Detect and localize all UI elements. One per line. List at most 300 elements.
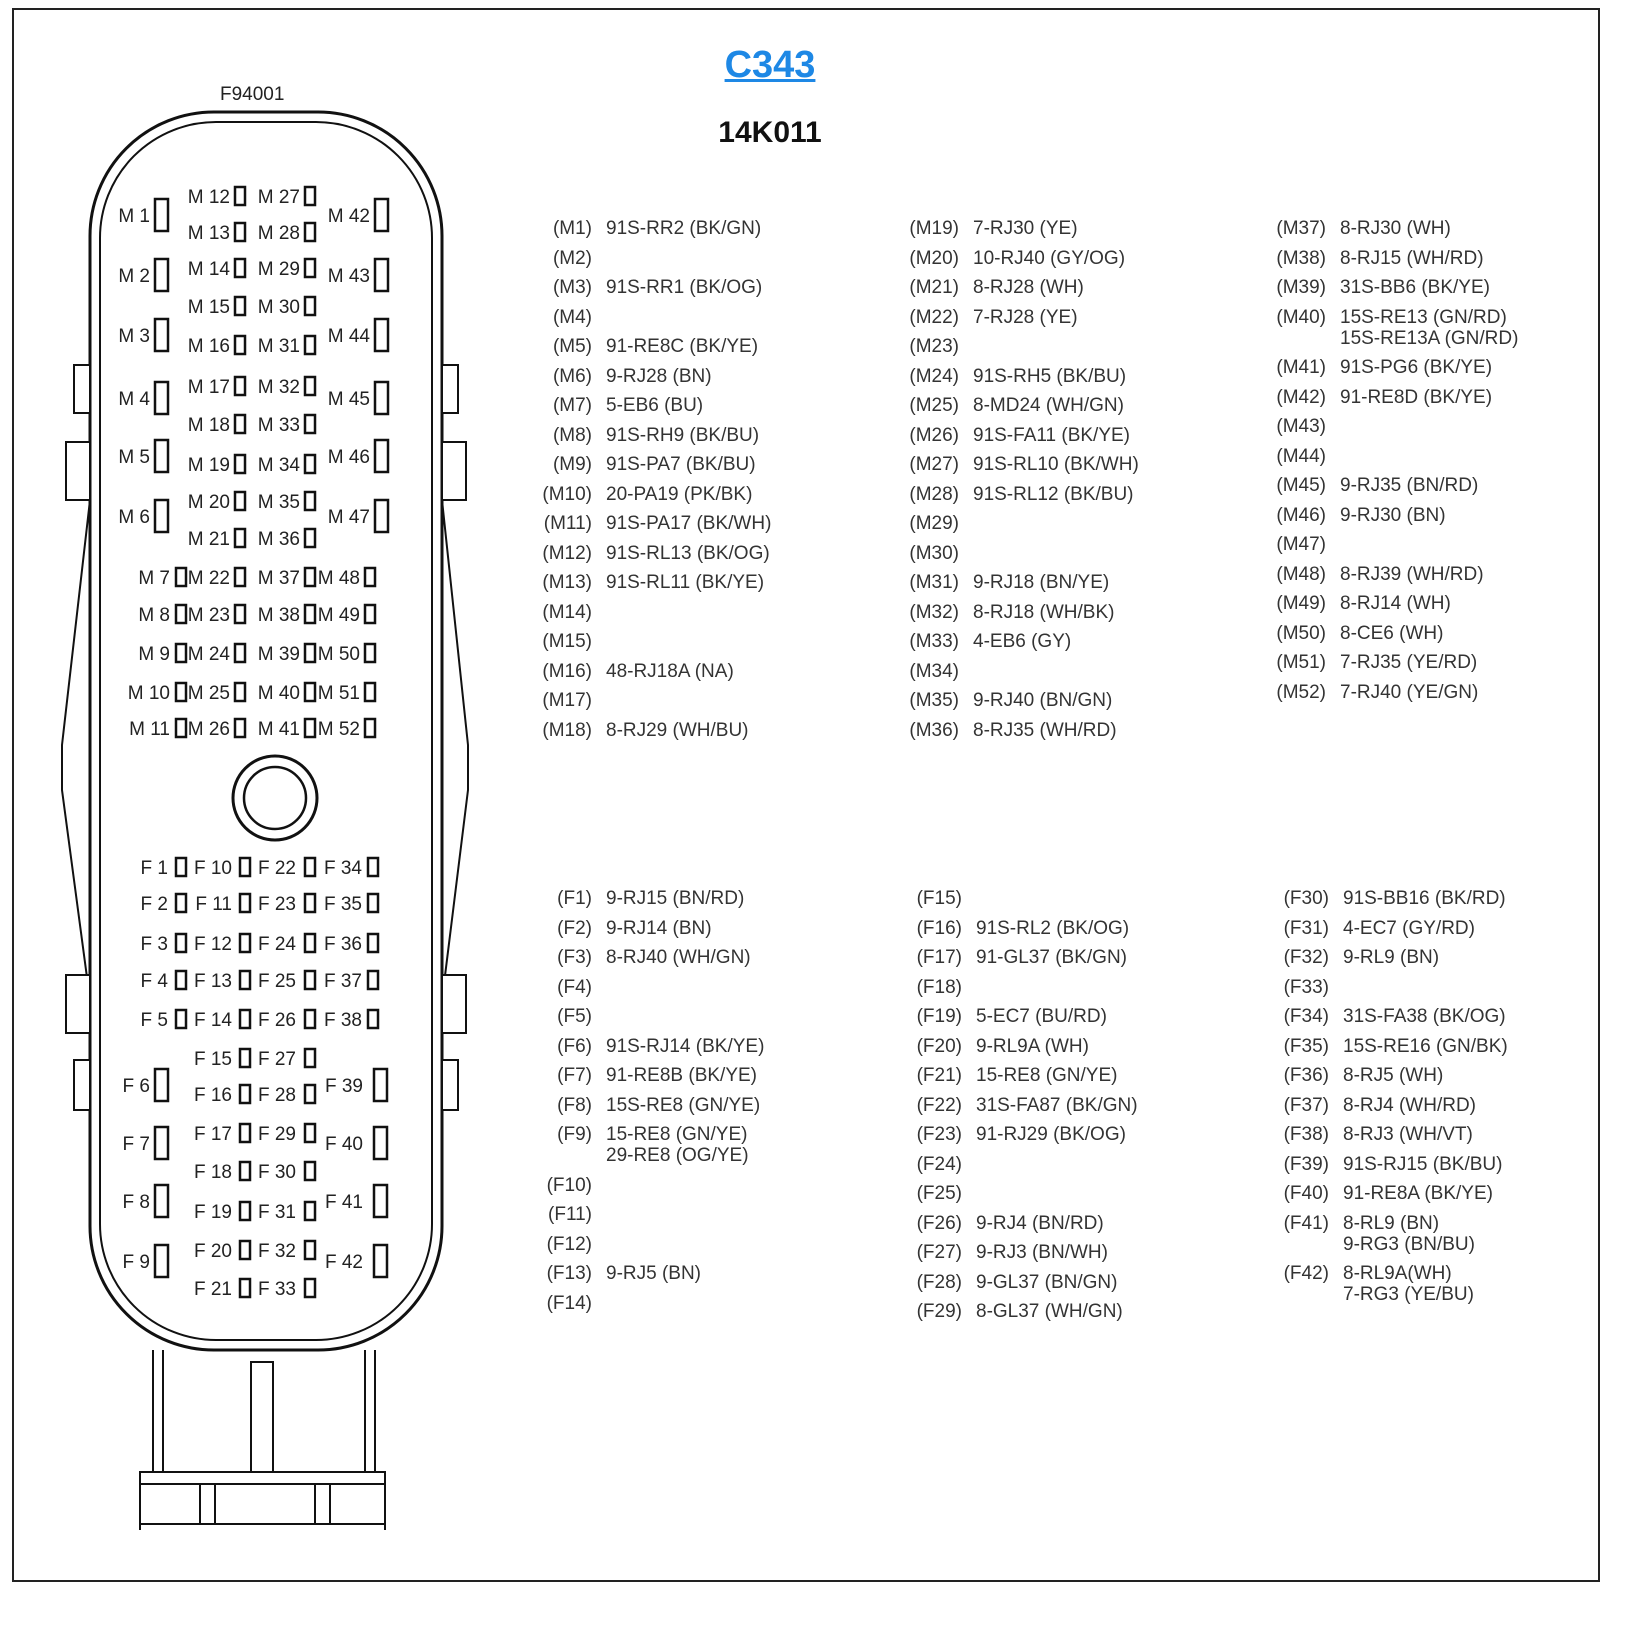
pin-row (1277, 1179, 1508, 1209)
pin-circuit (592, 914, 712, 944)
pin-id: (M20) (909, 247, 959, 269)
pin-label: M 6 (118, 507, 150, 528)
pin-id: (M43) (1276, 416, 1326, 437)
circuit-line: 8-RJ39 (WH/RD) (1340, 563, 1484, 585)
pin-label: F 9 (122, 1252, 150, 1273)
pin-id: (F24) (916, 1153, 962, 1175)
pin-row (1274, 214, 1518, 244)
pin-id: (M10) (542, 483, 592, 505)
circuit-line: 9-RJ30 (BN) (1340, 504, 1446, 526)
left-latch (66, 442, 90, 500)
pin-id: (M12) (542, 542, 592, 564)
circuit-line: 8-CE6 (WH) (1340, 622, 1444, 644)
pin-label: M 28 (257, 223, 300, 244)
pin-id: (M9) (552, 454, 592, 475)
pin-id: (M34) (909, 660, 959, 682)
pin-row (907, 362, 1139, 392)
pin-label: M 11 (129, 719, 170, 740)
pin-label: M 13 (187, 223, 230, 244)
pin-row (1274, 383, 1518, 413)
circuit-line: 8-RJ30 (WH) (1340, 218, 1451, 239)
pin-circuit (1326, 560, 1484, 590)
pin-circuit (592, 273, 762, 303)
pin-label: F 21 (193, 1279, 232, 1300)
pin-id: (M16) (542, 660, 592, 682)
pin-label: M 26 (187, 719, 230, 740)
circuit-line (976, 1150, 981, 1180)
pin-label: M 39 (257, 644, 300, 665)
pin-row (540, 1120, 764, 1171)
circuit-line: 91S-RJ14 (BK/YE) (606, 1035, 765, 1057)
pin-cavity (155, 500, 168, 532)
circuit-line: 91S-RR2 (BK/GN) (606, 218, 762, 239)
circuit-line: 8-RJ35 (WH/RD) (973, 719, 1117, 741)
pin-cavity (305, 683, 315, 701)
pin-circuit (592, 1171, 611, 1201)
pin-label: F 10 (193, 858, 232, 879)
circuit-line: 9-RJ5 (BN) (606, 1263, 702, 1284)
pin-row (1274, 678, 1518, 708)
right-latch (442, 1060, 458, 1110)
pin-cavity (305, 719, 315, 737)
pin-id: (F39) (1283, 1153, 1329, 1175)
pin-id: (M48) (1276, 563, 1326, 585)
pin-id: (F16) (916, 917, 962, 939)
pin-id: (M13) (542, 572, 592, 593)
pin-id: (F20) (916, 1035, 962, 1057)
pin-id: (F40) (1283, 1183, 1329, 1204)
circuit-line (1340, 442, 1345, 472)
pin-label: M 29 (257, 259, 300, 280)
pin-id: (F5) (557, 1006, 592, 1027)
pin-label: M 32 (257, 377, 300, 398)
circuit-line: 9-RJ28 (BN) (606, 365, 712, 387)
pin-label: M 19 (187, 455, 230, 476)
pin-list-f1-f14 (540, 884, 764, 1318)
pin-circuit (1326, 412, 1345, 442)
pin-label: F 41 (324, 1192, 363, 1213)
pin-circuit (962, 943, 1127, 973)
circuit-line (973, 657, 978, 687)
pin-row (540, 1032, 764, 1062)
pin-circuit (1329, 884, 1506, 914)
pin-id: (F11) (548, 1204, 592, 1225)
pin-row (907, 391, 1139, 421)
pin-cavity (176, 605, 186, 623)
pin-id: (F9) (557, 1124, 592, 1145)
circuit-line: 8-RJ18 (WH/BK) (973, 601, 1115, 623)
pin-id: (M22) (909, 306, 959, 328)
pin-cavity (155, 1185, 168, 1217)
pin-label: M 24 (187, 644, 230, 665)
pin-cavity (305, 971, 315, 989)
circuit-line: 8-RL9 (BN) (1343, 1212, 1440, 1234)
pin-label: F 24 (257, 934, 296, 955)
pin-cavity (176, 858, 186, 876)
pin-label: M 51 (317, 683, 360, 704)
pin-circuit (959, 480, 1134, 510)
pin-circuit (959, 598, 1114, 628)
pin-circuit (959, 509, 978, 539)
pin-row (1277, 1032, 1508, 1062)
circuit-line: 9-RJ4 (BN/RD) (976, 1212, 1104, 1234)
pin-row (1274, 303, 1518, 354)
pin-cavity (305, 377, 315, 395)
circuit-line: 8-RJ15 (WH/RD) (1340, 247, 1484, 269)
circuit-line: 9-RJ18 (BN/YE) (973, 572, 1110, 593)
pin-row (910, 1061, 1138, 1091)
circuit-line: 15-RE8 (GN/YE) (606, 1124, 748, 1145)
pin-label: F 26 (257, 1010, 296, 1031)
circuit-line: 91-RE8A (BK/YE) (1343, 1183, 1493, 1204)
pin-circuit (1326, 214, 1451, 244)
pin-label: F 36 (323, 934, 362, 955)
pin-label: F 17 (193, 1124, 232, 1145)
pin-row (907, 686, 1139, 716)
pin-label: M 15 (187, 297, 230, 318)
pin-circuit (592, 214, 761, 244)
pin-label: F 5 (140, 1010, 168, 1031)
pin-circuit (959, 450, 1139, 480)
pin-row (1274, 648, 1518, 678)
circuit-line (1340, 530, 1345, 560)
pin-cavity (305, 455, 315, 473)
circuit-line: 15S-RE16 (GN/BK) (1343, 1035, 1508, 1057)
circuit-line: 9-RL9 (BN) (1343, 947, 1440, 968)
pin-label: F 6 (122, 1076, 150, 1097)
pin-label: F 31 (257, 1202, 296, 1223)
pin-row (907, 450, 1139, 480)
circuit-line (606, 1171, 611, 1201)
circuit-line: 31S-FA38 (BK/OG) (1343, 1006, 1506, 1027)
circuit-line (606, 1002, 611, 1032)
pin-row (1274, 560, 1518, 590)
pin-row (1274, 501, 1518, 531)
pin-cavity (155, 382, 168, 414)
pin-list-m19-m36 (907, 214, 1139, 745)
pin-circuit (1326, 303, 1518, 354)
pin-cavity (374, 1185, 387, 1217)
pin-label: F 12 (193, 934, 232, 955)
pin-cavity (375, 259, 388, 291)
pin-cavity (305, 297, 315, 315)
pin-cavity (235, 187, 245, 205)
pin-circuit (592, 1200, 611, 1230)
pin-row (910, 1002, 1138, 1032)
left-latch (66, 975, 90, 1033)
pin-circuit (1329, 1179, 1493, 1209)
component-id: 14K011 (718, 116, 822, 149)
pin-cavity (240, 1085, 250, 1103)
right-latch (442, 975, 466, 1033)
pin-cavity (368, 894, 378, 912)
pin-id: (M2) (552, 247, 592, 269)
pin-cavity (235, 605, 245, 623)
pin-row (1277, 1002, 1508, 1032)
pin-cavity (240, 934, 250, 952)
pin-label: M 8 (138, 605, 170, 626)
pin-row (540, 627, 771, 657)
pin-row (1274, 353, 1518, 383)
pin-circuit (1329, 1002, 1506, 1032)
pin-row (540, 716, 771, 746)
pin-circuit (592, 1091, 760, 1121)
circuit-line: 9-RG3 (BN/BU) (1343, 1233, 1475, 1255)
circuit-line: 9-RL9A (WH) (976, 1035, 1089, 1057)
pin-circuit (959, 362, 1126, 392)
pin-label: F 38 (323, 1010, 362, 1031)
pin-row (540, 1002, 764, 1032)
pin-circuit (592, 943, 751, 973)
circuit-line: 8-RJ40 (WH/GN) (606, 947, 751, 968)
circuit-line: 91S-RL10 (BK/WH) (973, 454, 1139, 475)
pin-circuit (962, 1238, 1108, 1268)
circuit-line: 8-RJ5 (WH) (1343, 1065, 1444, 1086)
pin-cavity (305, 492, 315, 510)
circuit-line: 91S-RL2 (BK/OG) (976, 917, 1130, 939)
pin-row (1274, 530, 1518, 560)
pin-label: M 42 (327, 206, 370, 227)
pin-id: (F37) (1283, 1094, 1329, 1116)
pin-id: (F34) (1283, 1006, 1329, 1027)
pin-row (907, 657, 1139, 687)
pin-id: (M3) (552, 277, 592, 298)
pin-cavity (240, 858, 250, 876)
pin-circuit (962, 1002, 1107, 1032)
pin-id: (F35) (1283, 1035, 1329, 1057)
pin-cavity (375, 319, 388, 351)
connector-title-link[interactable]: C343 (724, 44, 816, 86)
pin-cavity (155, 1127, 168, 1159)
pin-id: (M19) (909, 218, 959, 239)
pin-id: (F31) (1283, 917, 1329, 939)
pin-cavity (240, 1279, 250, 1297)
pin-row (907, 244, 1139, 274)
pin-circuit (592, 391, 703, 421)
pin-row (1277, 1209, 1508, 1260)
pin-circuit (1329, 1032, 1508, 1062)
pin-label: F 37 (323, 971, 362, 992)
pin-row (540, 244, 771, 274)
pin-id: (M49) (1276, 593, 1326, 614)
pin-label: M 14 (187, 259, 230, 280)
pin-id: (M25) (909, 395, 959, 416)
pin-label: F 25 (257, 971, 296, 992)
pin-circuit (962, 884, 981, 914)
pin-cavity (368, 971, 378, 989)
pin-id: (F22) (916, 1094, 962, 1116)
circuit-line: 9-RJ40 (BN/GN) (973, 690, 1113, 711)
circuit-line: 29-RE8 (OG/YE) (606, 1145, 749, 1166)
pin-label: M 5 (118, 447, 150, 468)
pin-row (907, 480, 1139, 510)
pin-circuit (962, 1268, 1117, 1298)
pin-cavity (305, 1049, 315, 1067)
pin-id: (M38) (1276, 247, 1326, 269)
pin-row (540, 214, 771, 244)
pin-cavity (155, 199, 168, 231)
pin-label: F 14 (193, 1010, 232, 1031)
pin-cavity (235, 455, 245, 473)
right-latch (442, 365, 458, 413)
pin-circuit (962, 1150, 981, 1180)
pin-list-m37-m52 (1274, 214, 1518, 707)
circuit-line: 5-EB6 (BU) (606, 395, 704, 416)
pin-circuit (959, 421, 1130, 451)
pin-id: (F15) (916, 888, 962, 909)
circuit-line: 91S-FA11 (BK/YE) (973, 424, 1130, 446)
pin-cavity (365, 719, 375, 737)
pin-row (910, 1297, 1138, 1327)
pin-label: M 43 (327, 266, 370, 287)
pin-cavity (240, 1202, 250, 1220)
pin-id: (M37) (1276, 218, 1326, 239)
pin-label: F 42 (324, 1252, 363, 1273)
pin-label: M 30 (257, 297, 300, 318)
pin-row (1274, 589, 1518, 619)
pin-label: F 13 (193, 971, 232, 992)
pin-row (907, 509, 1139, 539)
pin-circuit (1329, 1061, 1443, 1091)
pin-id: (F8) (557, 1094, 592, 1116)
pin-label: F 2 (140, 894, 168, 915)
pin-id: (M11) (543, 513, 592, 534)
pin-label: M 25 (187, 683, 230, 704)
pin-cavity (375, 199, 388, 231)
circuit-line: 9-RJ14 (BN) (606, 917, 712, 939)
pin-cavity (235, 683, 245, 701)
pin-cavity (235, 259, 245, 277)
pin-cavity (305, 415, 315, 433)
pin-row (540, 332, 771, 362)
pin-row (907, 716, 1139, 746)
pin-cavity (305, 529, 315, 547)
pin-circuit (959, 332, 978, 362)
pin-circuit (592, 1259, 701, 1289)
pin-id: (M32) (909, 601, 959, 623)
pin-label: F 7 (122, 1134, 150, 1155)
pin-cavity (240, 1049, 250, 1067)
cable-lock-tab (251, 1362, 273, 1484)
pin-cavity (235, 568, 245, 586)
pin-row (910, 1209, 1138, 1239)
pin-cavity (240, 1241, 250, 1259)
pin-row (540, 509, 771, 539)
circuit-line: 7-RJ28 (YE) (973, 306, 1078, 328)
pin-circuit (1329, 1209, 1475, 1260)
pin-cavity (235, 336, 245, 354)
pin-label: M 47 (327, 507, 370, 528)
pin-id: (F33) (1283, 976, 1329, 998)
connector-face-diagram (0, 0, 470, 1530)
pin-circuit (1326, 678, 1478, 708)
pin-row (1274, 244, 1518, 274)
pin-label: F 40 (324, 1134, 363, 1155)
pin-label: M 17 (187, 377, 230, 398)
pin-row (540, 273, 771, 303)
pin-cavity (368, 934, 378, 952)
pin-cavity (305, 223, 315, 241)
pin-id: (M36) (909, 719, 959, 741)
circuit-line: 8-GL37 (WH/GN) (976, 1301, 1123, 1322)
pin-row (540, 303, 771, 333)
pin-cavity (235, 415, 245, 433)
pin-row (1277, 884, 1508, 914)
pin-cavity (176, 934, 186, 952)
pin-cavity (368, 858, 378, 876)
pin-row (540, 884, 764, 914)
pin-id: (M50) (1276, 622, 1326, 644)
pin-cavity (240, 1124, 250, 1142)
pin-circuit (1326, 501, 1446, 531)
pin-label: M 38 (257, 605, 300, 626)
pin-circuit (1329, 1091, 1476, 1121)
pin-row (1277, 943, 1508, 973)
pin-row (1274, 442, 1518, 472)
pin-circuit (959, 627, 1071, 657)
pin-label: M 52 (317, 719, 360, 740)
circuit-line (606, 303, 611, 333)
pin-circuit (1326, 530, 1345, 560)
pin-id: (F25) (916, 1183, 962, 1204)
pin-row (907, 421, 1139, 451)
pin-label: F 29 (257, 1124, 296, 1145)
pin-label: F 3 (140, 934, 168, 955)
circuit-line: 31S-BB6 (BK/YE) (1340, 277, 1490, 298)
pin-id: (M26) (909, 424, 959, 446)
pin-cavity (176, 971, 186, 989)
pin-row (540, 686, 771, 716)
pin-row (907, 273, 1139, 303)
circuit-line: 91S-RL13 (BK/OG) (606, 542, 770, 564)
circuit-line: 91S-PA7 (BK/BU) (606, 454, 756, 475)
pin-row (1277, 1120, 1508, 1150)
pin-cavity (155, 1245, 168, 1277)
pin-cavity (240, 1010, 250, 1028)
pin-label: F 23 (257, 894, 296, 915)
pin-row (907, 568, 1139, 598)
circuit-line: 9-GL37 (BN/GN) (976, 1271, 1118, 1293)
circuit-line: 8-RJ3 (WH/VT) (1343, 1124, 1473, 1145)
pin-circuit (592, 657, 734, 687)
pin-label: M 49 (317, 605, 360, 626)
circuit-line: 91S-RL11 (BK/YE) (606, 572, 765, 593)
right-flange (442, 500, 468, 1000)
pin-row (907, 598, 1139, 628)
pin-label: M 37 (257, 568, 300, 589)
pin-list-f30-f42 (1277, 884, 1508, 1310)
pin-list-f15-f29 (910, 884, 1138, 1327)
pin-id: (M24) (909, 365, 959, 387)
pin-row (540, 657, 771, 687)
circuit-line (976, 1179, 981, 1209)
pin-id: (M33) (909, 631, 959, 652)
pin-id: (M5) (552, 336, 592, 357)
circuit-line: 91S-RH5 (BK/BU) (973, 365, 1127, 387)
pin-row (540, 973, 764, 1003)
cable-clamp (140, 1524, 385, 1530)
circuit-line: 91-RJ29 (BK/OG) (976, 1124, 1126, 1145)
pin-id: (M31) (909, 572, 959, 593)
pin-row (540, 1200, 764, 1230)
circuit-line (606, 1230, 611, 1260)
left-flange (62, 500, 90, 1000)
pin-cavity (305, 259, 315, 277)
cable-clamp (140, 1484, 385, 1524)
pin-cavity (305, 568, 315, 586)
circuit-line: 91S-RL12 (BK/BU) (973, 483, 1134, 505)
pin-id: (M30) (909, 542, 959, 564)
